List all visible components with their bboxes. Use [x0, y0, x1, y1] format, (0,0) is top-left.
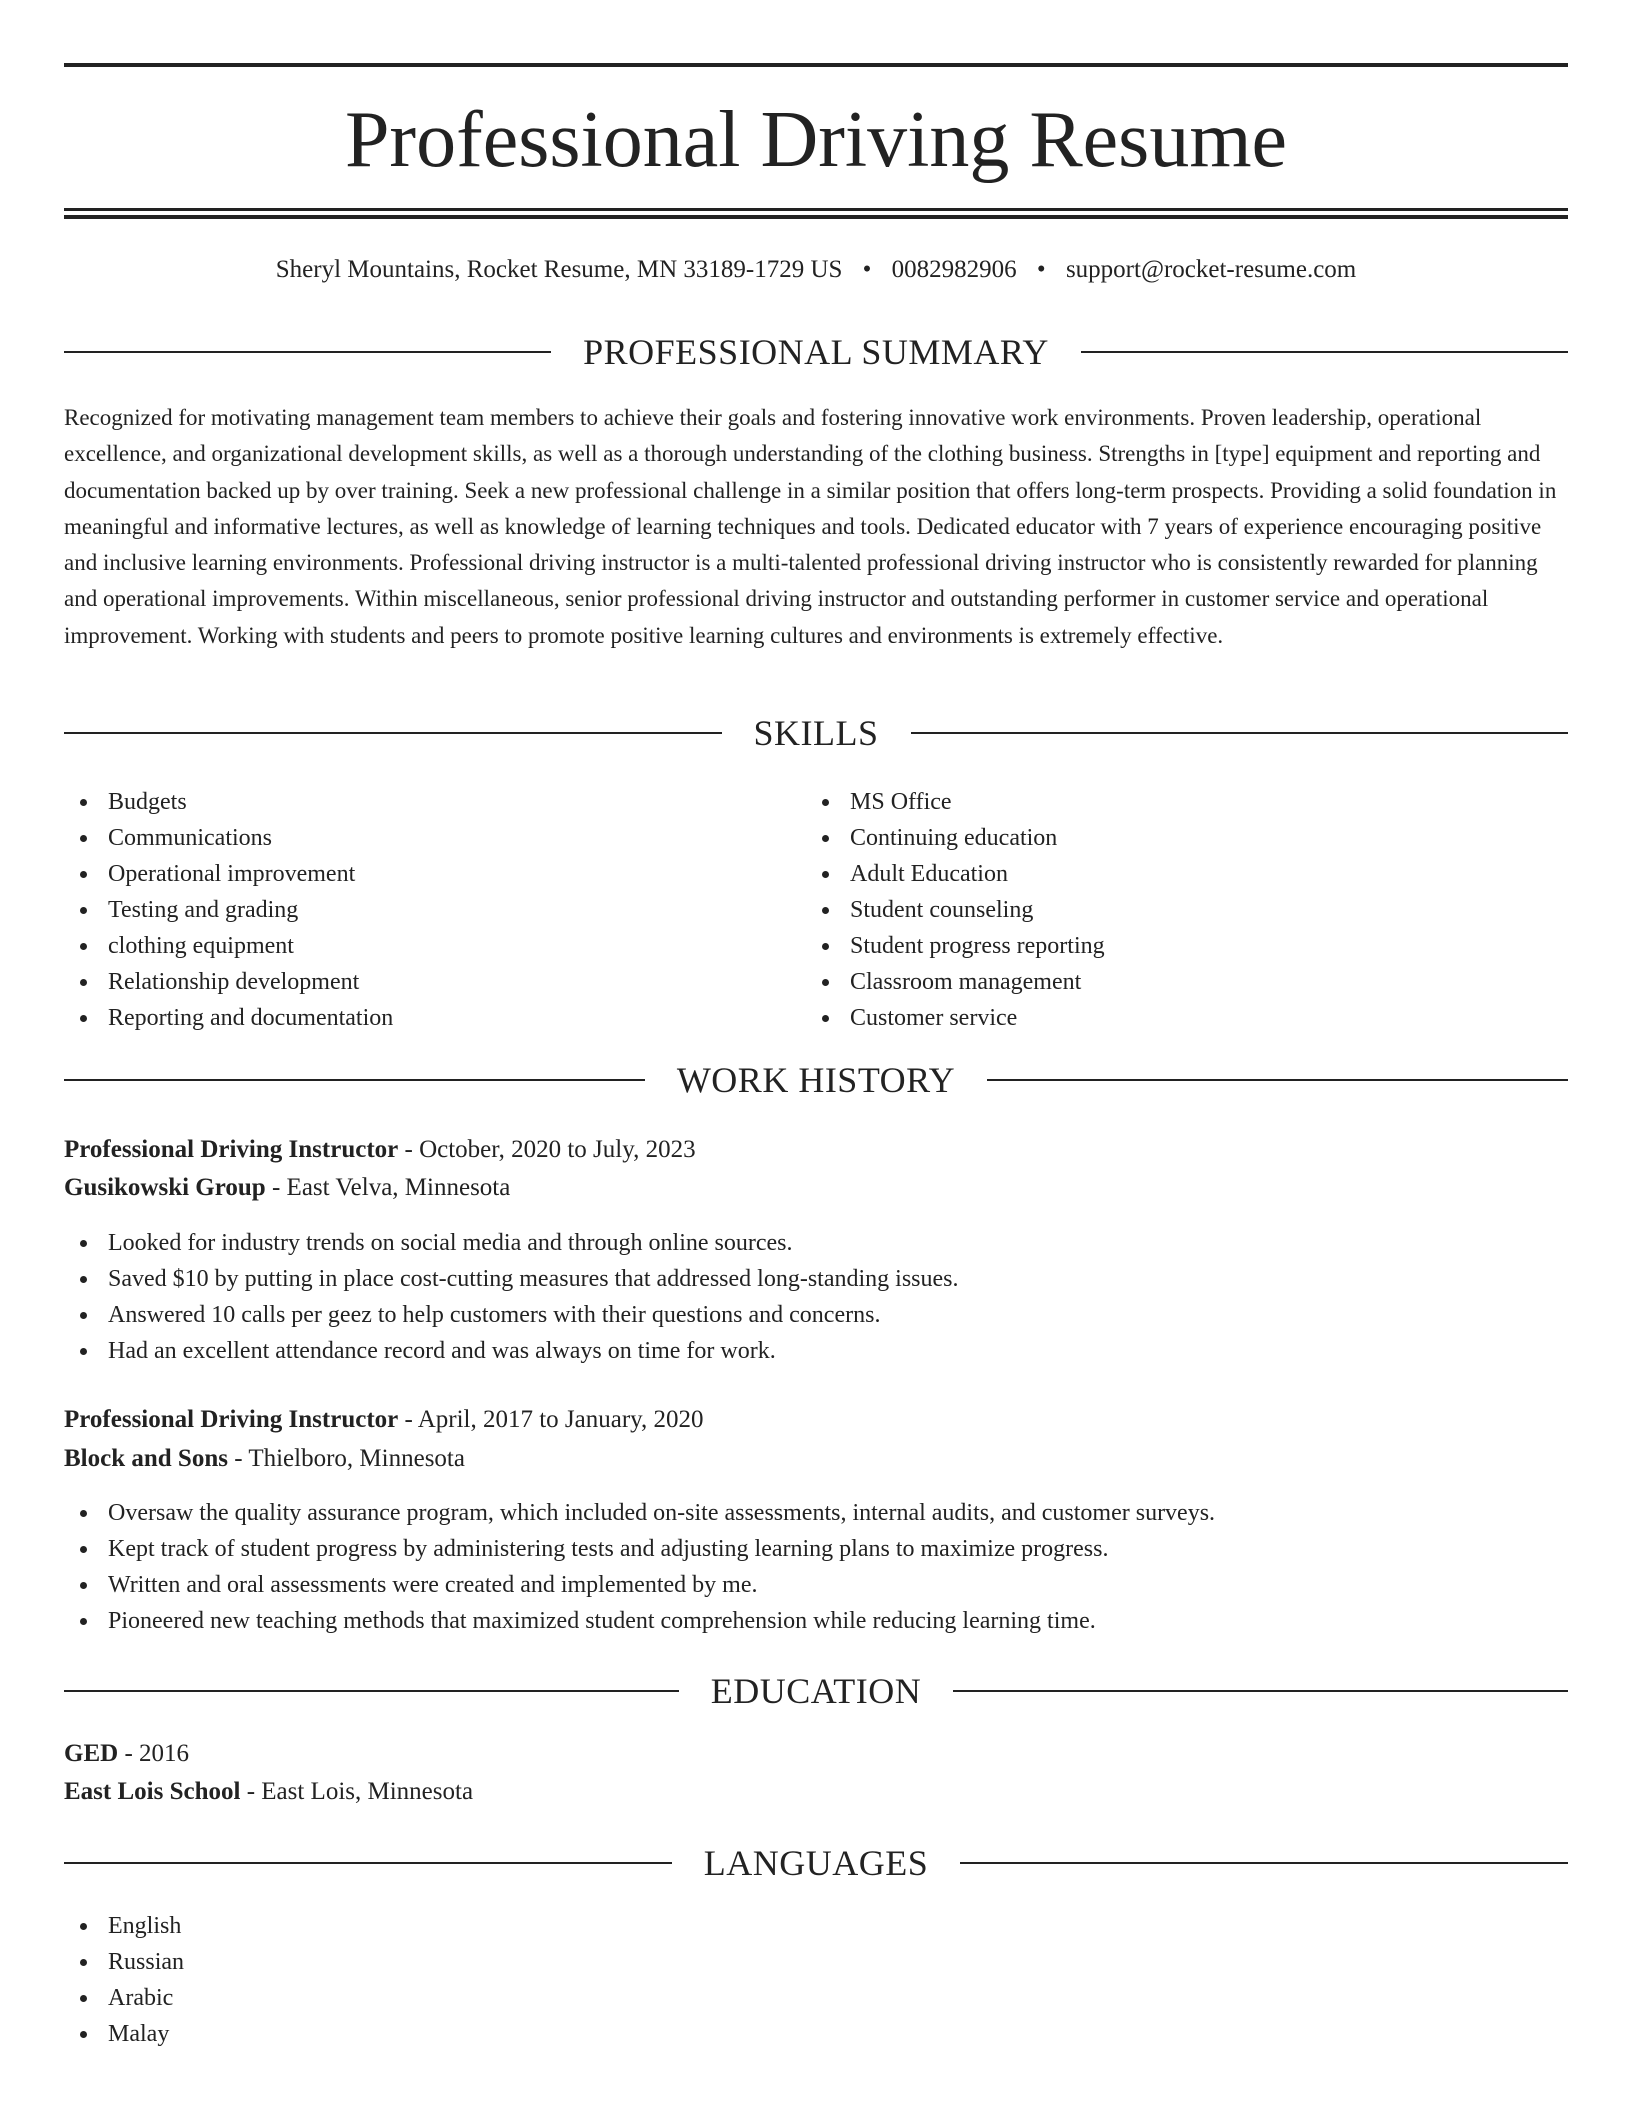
section-heading-education — [64, 1669, 1568, 1713]
heading-rule-right — [911, 732, 1569, 734]
language-item: English — [64, 1908, 1568, 1944]
skill-item: Student progress reporting — [806, 928, 1546, 964]
job-bullet: Saved $10 by putting in place cost-cutting measures that addressed long-standing issues. — [64, 1261, 1568, 1297]
language-item: Malay — [64, 2016, 1568, 2052]
job-company: Gusikowski Group — [64, 1174, 266, 1201]
section-heading-summary — [64, 330, 1568, 374]
job-bullet: Answered 10 calls per geez to help customers with their questions and concerns. — [64, 1297, 1568, 1333]
education-location: - East Lois, Minnesota — [240, 1778, 474, 1805]
skill-item: Classroom management — [806, 964, 1546, 1000]
heading-rule-left — [64, 351, 551, 353]
section-title-summary: PROFESSIONAL SUMMARY — [583, 332, 1049, 372]
job-company: Block and Sons — [64, 1445, 228, 1472]
heading-rule-right — [960, 1862, 1568, 1864]
section-title-languages: LANGUAGES — [703, 1843, 929, 1883]
heading-rule-right — [1081, 351, 1568, 353]
contact-phone: 0082982906 — [891, 256, 1017, 283]
job-bullet: Had an excellent attendance record and was always on time for work. — [64, 1333, 1568, 1369]
section-title-work: WORK HISTORY — [676, 1060, 956, 1100]
skill-item: Adult Education — [806, 856, 1546, 892]
heading-rule-left — [64, 1079, 645, 1081]
contact-separator: • — [862, 256, 872, 283]
job-title: Professional Driving Instructor — [64, 1406, 399, 1433]
heading-rule-left — [64, 732, 722, 734]
education-school: East Lois School — [64, 1778, 241, 1805]
language-item: Arabic — [64, 1980, 1568, 2016]
education-degree-line — [64, 1735, 1568, 1773]
heading-rule-left — [64, 1862, 672, 1864]
skill-item: Operational improvement — [64, 856, 804, 892]
resume-title: Professional Driving Resume — [344, 96, 1288, 184]
skills-list-right — [806, 784, 1546, 1036]
education-year: - 2016 — [118, 1740, 190, 1767]
heading-rule-left — [64, 1690, 679, 1692]
job-dates: - October, 2020 to July, 2023 — [398, 1136, 696, 1163]
language-item: Russian — [64, 1944, 1568, 1980]
section-heading-skills — [64, 711, 1568, 755]
job-bullet: Pioneered new teaching methods that maximized student comprehension while reducing learning time. — [64, 1603, 1568, 1639]
job-bullet: Looked for industry trends on social media and through online sources. — [64, 1225, 1568, 1261]
job-location: - East Velva, Minnesota — [265, 1174, 511, 1201]
skill-item: Communications — [64, 820, 804, 856]
section-heading-languages — [64, 1841, 1568, 1885]
section-heading-work — [64, 1058, 1568, 1102]
section-title-education: EDUCATION — [710, 1671, 922, 1711]
skill-item: Customer service — [806, 1000, 1546, 1036]
job-bullet: Written and oral assessments were created and implemented by me. — [64, 1567, 1568, 1603]
contact-separator: • — [1036, 256, 1046, 283]
job-bullet: Oversaw the quality assurance program, which included on-site assessments, internal audits, and customer surveys. — [64, 1495, 1568, 1531]
job-company-line — [64, 1440, 1568, 1478]
languages-list — [64, 1908, 1568, 2052]
header-bottom-rule-thin — [64, 208, 1568, 211]
education-school-line — [64, 1773, 1568, 1811]
summary-paragraph: Recognized for motivating management team members to achieve their goals and fostering innovative work environments. Proven leadership, operational excellence, and organizational development skills, as well as a thorough understanding of the clothing business. Strengths in [type] equipment and reporting and documentation backed up by over training. Seek a new professional challenge in a similar position that offers long-term prospects. Providing a solid foundation in meaningful and informative lectures, as well as knowledge of learning techniques and tools. Dedicated educator with 7 years of experience encouraging positive and inclusive learning environments. Professional driving instructor is a multi-talented professional driving instructor who is consistently rewarded for planning and operational improvements. Within miscellaneous, senior professional driving instructor and outstanding performer in customer service and operational improvement. Working with students and peers to promote positive learning cultures and environments is extremely effective. — [64, 405, 1557, 648]
job-bullets — [64, 1225, 1568, 1369]
skill-item: Testing and grading — [64, 892, 804, 928]
job-title: Professional Driving Instructor — [64, 1136, 399, 1163]
skills-list-left — [64, 784, 804, 1036]
header-bottom-rule-thick — [64, 215, 1568, 219]
skill-item: MS Office — [806, 784, 1546, 820]
skill-item: Student counseling — [806, 892, 1546, 928]
job-bullets — [64, 1495, 1568, 1639]
skill-item: Reporting and documentation — [64, 1000, 804, 1036]
section-title-skills: SKILLS — [753, 713, 879, 753]
job-title-line — [64, 1131, 1568, 1169]
header-top-rule — [64, 63, 1568, 67]
education-degree: GED — [64, 1740, 119, 1767]
skill-item: Continuing education — [806, 820, 1546, 856]
job-company-line — [64, 1169, 1568, 1207]
heading-rule-right — [953, 1690, 1568, 1692]
skill-item: Budgets — [64, 784, 804, 820]
skill-item: clothing equipment — [64, 928, 804, 964]
job-dates: - April, 2017 to January, 2020 — [398, 1406, 704, 1433]
job-title-line — [64, 1401, 1568, 1439]
job-bullet: Kept track of student progress by administering tests and adjusting learning plans to maximize progress. — [64, 1531, 1568, 1567]
job-location: - Thielboro, Minnesota — [227, 1445, 465, 1472]
contact-email: support@rocket-resume.com — [1065, 256, 1357, 283]
contact-address: Sheryl Mountains, Rocket Resume, MN 33189-1729 US — [275, 256, 843, 283]
skill-item: Relationship development — [64, 964, 804, 1000]
contact-line — [64, 252, 1568, 288]
heading-rule-right — [987, 1079, 1568, 1081]
